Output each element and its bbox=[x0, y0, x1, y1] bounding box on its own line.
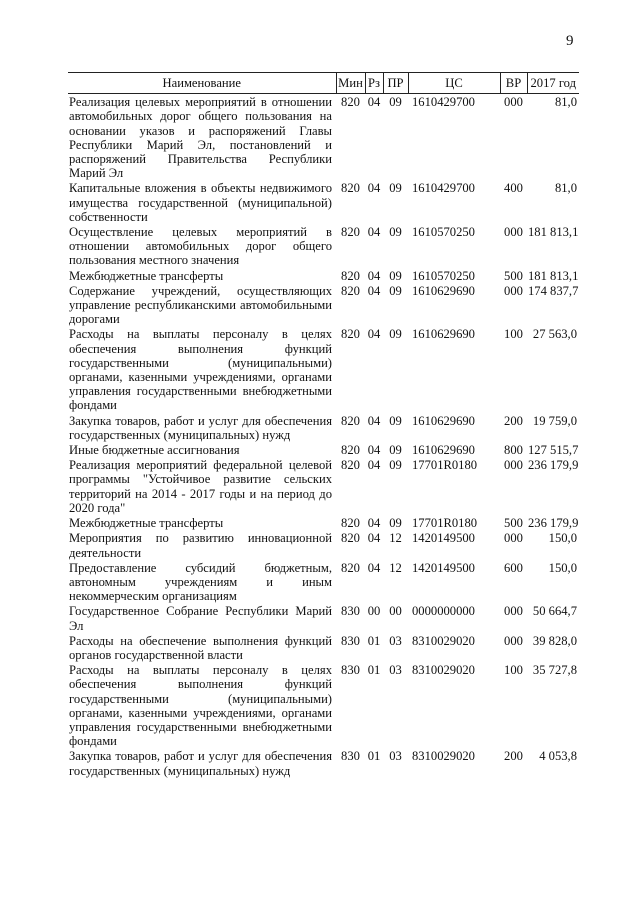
row-cs: 1610570250 bbox=[412, 268, 475, 283]
row-min: 830 bbox=[341, 663, 360, 678]
row-min: 820 bbox=[341, 458, 360, 473]
row-vr: 100 bbox=[504, 327, 523, 342]
row-min: 820 bbox=[341, 531, 360, 546]
row-name: Расходы на выплаты персоналу в целях обеспечения выполнения функций государственными (муниципальными) органами, казенными учреждениями, органами управления государственными внебюджетными фондами bbox=[69, 663, 332, 749]
header-name: Наименование bbox=[68, 73, 336, 94]
row-name: Реализация целевых мероприятий в отношении автомобильных дорог общего пользования на основании указов и распоряжений Главы Республики Марий Эл, постановлений и распоряжений Правительства Республики Марий Эл bbox=[69, 95, 332, 181]
row-pr: 12 bbox=[389, 531, 402, 546]
row-pr: 03 bbox=[389, 633, 402, 648]
row-rz: 01 bbox=[367, 663, 381, 678]
page-number: 9 bbox=[566, 33, 574, 49]
table-row bbox=[68, 413, 579, 442]
header-vr: ВР bbox=[500, 73, 527, 94]
row-cs: 1610570250 bbox=[412, 225, 475, 240]
row-cs: 1610629690 bbox=[412, 283, 475, 298]
row-pr: 09 bbox=[389, 181, 402, 196]
table-row bbox=[68, 748, 579, 777]
row-vr: 100 bbox=[504, 663, 523, 678]
row-min: 820 bbox=[341, 181, 360, 196]
row-cs: 1610429700 bbox=[412, 95, 475, 110]
row-rz: 01 bbox=[367, 749, 381, 764]
row-cs: 8310029020 bbox=[412, 633, 475, 648]
row-amount: 181 813,1 bbox=[528, 268, 579, 283]
row-amount: 19 759,0 bbox=[532, 413, 577, 428]
header-cs: ЦС bbox=[408, 73, 500, 94]
row-amount: 4 053,8 bbox=[539, 749, 577, 764]
header-rz: Рз bbox=[365, 73, 383, 94]
table-row bbox=[68, 268, 579, 283]
row-rz: 04 bbox=[367, 443, 381, 458]
row-name: Реализация мероприятий федеральной целевой программы "Устойчивое развитие сельских территорий на 2014 - 2017 годы и на период до 2020 года" bbox=[69, 458, 332, 515]
row-rz: 00 bbox=[367, 604, 381, 619]
row-pr: 09 bbox=[389, 95, 402, 110]
row-vr: 000 bbox=[504, 283, 523, 298]
row-min: 820 bbox=[341, 268, 360, 283]
row-amount: 81,0 bbox=[554, 181, 577, 196]
row-name: Капитальные вложения в объекты недвижимого имущества государственной (муниципальной) собственности bbox=[69, 181, 332, 224]
row-rz: 04 bbox=[367, 327, 381, 342]
row-pr: 09 bbox=[389, 268, 402, 283]
row-vr: 000 bbox=[504, 633, 523, 648]
table-header-row bbox=[68, 73, 579, 94]
row-vr: 000 bbox=[504, 531, 523, 546]
row-vr: 200 bbox=[504, 749, 523, 764]
row-pr: 09 bbox=[389, 327, 402, 342]
row-pr: 09 bbox=[389, 458, 402, 473]
row-pr: 03 bbox=[389, 749, 402, 764]
row-pr: 09 bbox=[389, 283, 402, 298]
row-amount: 81,0 bbox=[554, 95, 577, 110]
row-pr: 00 bbox=[389, 604, 402, 619]
row-pr: 09 bbox=[389, 413, 402, 428]
row-min: 820 bbox=[341, 225, 360, 240]
row-name: Иные бюджетные ассигнования bbox=[69, 443, 240, 458]
row-name: Расходы на обеспечение выполнения функций органов государственной власти bbox=[69, 633, 332, 662]
header-pr: ПР bbox=[383, 73, 408, 94]
row-cs: 17701R0180 bbox=[412, 458, 478, 473]
row-name: Расходы на выплаты персоналу в целях обеспечения выполнения функций государственными (муниципальными) органами, казенными учреждениями, органами управления государственными внебюджетными фондами bbox=[69, 327, 332, 413]
row-min: 820 bbox=[341, 283, 360, 298]
row-amount: 236 179,9 bbox=[528, 458, 579, 473]
row-vr: 500 bbox=[504, 268, 523, 283]
row-rz: 04 bbox=[367, 531, 381, 546]
row-amount: 150,0 bbox=[548, 531, 577, 546]
row-rz: 04 bbox=[367, 283, 381, 298]
row-pr: 03 bbox=[389, 663, 402, 678]
row-min: 820 bbox=[341, 327, 360, 342]
row-min: 820 bbox=[341, 95, 360, 110]
row-name: Закупка товаров, работ и услуг для обеспечения государственных (муниципальных) нужд bbox=[69, 749, 332, 778]
row-rz: 04 bbox=[367, 225, 381, 240]
row-pr: 12 bbox=[389, 560, 402, 575]
row-min: 820 bbox=[341, 443, 360, 458]
row-vr: 000 bbox=[504, 458, 523, 473]
row-amount: 181 813,1 bbox=[528, 225, 579, 240]
row-vr: 400 bbox=[504, 181, 523, 196]
row-amount: 127 515,7 bbox=[528, 443, 579, 458]
table-row bbox=[68, 530, 579, 559]
table-row bbox=[68, 326, 579, 412]
row-min: 830 bbox=[341, 604, 360, 619]
header-year: 2017 год bbox=[527, 73, 579, 94]
row-amount: 150,0 bbox=[548, 560, 577, 575]
row-rz: 04 bbox=[367, 458, 381, 473]
row-vr: 500 bbox=[504, 516, 523, 531]
row-cs: 8310029020 bbox=[412, 749, 475, 764]
table-row bbox=[68, 515, 579, 530]
table-row bbox=[68, 633, 579, 662]
row-amount: 236 179,9 bbox=[528, 516, 579, 531]
row-cs: 8310029020 bbox=[412, 663, 475, 678]
row-rz: 04 bbox=[367, 95, 381, 110]
row-min: 820 bbox=[341, 560, 360, 575]
budget-table bbox=[68, 72, 579, 778]
row-amount: 39 828,0 bbox=[532, 633, 577, 648]
table-row bbox=[68, 224, 579, 268]
table-row bbox=[68, 94, 579, 181]
row-vr: 000 bbox=[504, 604, 523, 619]
row-amount: 50 664,7 bbox=[532, 604, 577, 619]
table-row bbox=[68, 662, 579, 748]
row-cs: 0000000000 bbox=[412, 604, 475, 619]
row-name: Межбюджетные трансферты bbox=[69, 516, 224, 531]
row-pr: 09 bbox=[389, 516, 402, 531]
row-vr: 000 bbox=[504, 225, 523, 240]
table-row bbox=[68, 603, 579, 632]
row-rz: 04 bbox=[367, 181, 381, 196]
table-row bbox=[68, 457, 579, 515]
row-name: Осуществление целевых мероприятий в отношении автомобильных дорог общего пользования местного значения bbox=[69, 225, 332, 268]
row-rz: 04 bbox=[367, 516, 381, 531]
row-cs: 1610629690 bbox=[412, 443, 475, 458]
row-rz: 04 bbox=[367, 268, 381, 283]
row-name: Предоставление субсидий бюджетным, автономным учреждениям и иным некоммерческим организациям bbox=[69, 560, 332, 604]
table-row bbox=[68, 283, 579, 327]
row-vr: 000 bbox=[504, 95, 523, 110]
row-pr: 09 bbox=[389, 225, 402, 240]
table-row bbox=[68, 180, 579, 224]
row-min: 820 bbox=[341, 413, 360, 428]
table-row bbox=[68, 442, 579, 457]
row-rz: 01 bbox=[367, 633, 381, 648]
row-cs: 1420149500 bbox=[412, 531, 475, 546]
row-min: 830 bbox=[341, 633, 360, 648]
row-vr: 600 bbox=[504, 560, 523, 575]
row-vr: 800 bbox=[504, 443, 523, 458]
header-min: Мин bbox=[336, 73, 365, 94]
row-amount: 27 563,0 bbox=[532, 327, 577, 342]
row-amount: 35 727,8 bbox=[532, 663, 577, 678]
row-vr: 200 bbox=[504, 413, 523, 428]
row-cs: 17701R0180 bbox=[412, 516, 478, 531]
table-row bbox=[68, 560, 579, 604]
row-min: 820 bbox=[341, 516, 360, 531]
row-cs: 1610629690 bbox=[412, 413, 475, 428]
row-name: Закупка товаров, работ и услуг для обеспечения государственных (муниципальных) нужд bbox=[69, 413, 332, 442]
row-cs: 1420149500 bbox=[412, 560, 475, 575]
row-name: Межбюджетные трансферты bbox=[69, 268, 224, 283]
row-name: Содержание учреждений, осуществляющих управление республиканскими автомобильными дорогами bbox=[69, 283, 332, 327]
row-name: Мероприятия по развитию инновационной деятельности bbox=[69, 531, 332, 560]
row-cs: 1610429700 bbox=[412, 181, 475, 196]
row-amount: 174 837,7 bbox=[528, 283, 579, 298]
row-cs: 1610629690 bbox=[412, 327, 475, 342]
row-min: 830 bbox=[341, 749, 360, 764]
row-rz: 04 bbox=[367, 413, 381, 428]
row-rz: 04 bbox=[367, 560, 381, 575]
row-name: Государственное Собрание Республики Марий Эл bbox=[69, 604, 332, 633]
row-pr: 09 bbox=[389, 443, 402, 458]
